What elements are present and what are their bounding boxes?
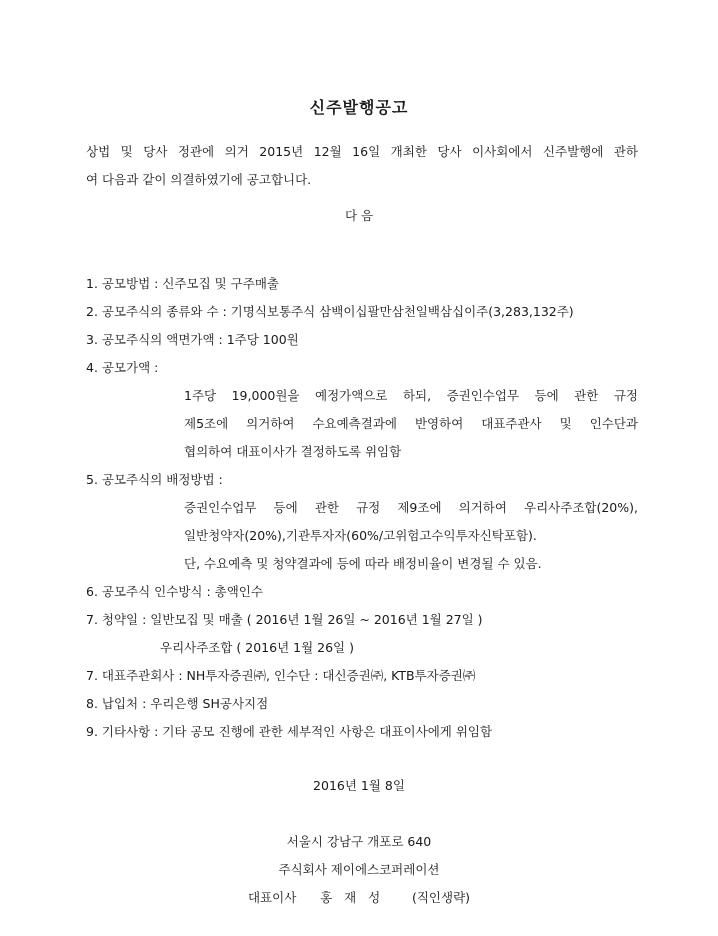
item-4-detail-3: 협의하여 대표이사가 결정하도록 위임함 xyxy=(184,444,402,459)
item-2: 2. 공모주식의 종류와 수 : 기명식보통주식 삼백이십팔만삼천일백삼십이주(3,283,132주) xyxy=(86,304,574,319)
item-7-underwriter: 7. 대표주관회사 : NH투자증권㈜, 인수단 : 대신증권㈜, KTB투자증권㈜ xyxy=(86,668,476,683)
item-5-detail-2: 일반청약자(20%),기관투자자(60%/고위험고수익투자신탁포함). xyxy=(184,528,537,543)
company-name: 주식회사 제이에스코퍼레이션 xyxy=(278,862,440,877)
item-5-detail-1: 증권인수업무 등에 관한 규정 제9조에 의거하여 우리사주조합(20%), xyxy=(184,500,638,515)
item-5-detail-3: 단, 수요예측 및 청약결과에 등에 따라 배정비율이 변경될 수 있음. xyxy=(184,556,542,571)
section-heading-next: 다 음 xyxy=(344,208,374,223)
item-4-detail-2: 제5조에 의거하여 수요예측결과에 반영하여 대표주관사 및 인수단과 xyxy=(184,416,638,431)
item-8: 8. 납입처 : 우리은행 SH공사지점 xyxy=(86,696,269,711)
item-1: 1. 공모방법 : 신주모집 및 구주매출 xyxy=(86,276,279,291)
item-7-subscription: 7. 청약일 : 일반모집 및 매출 ( 2016년 1월 26일 ~ 2016년 1월 27일 ) xyxy=(86,612,483,627)
intro-line-2: 여 다음과 같이 의결하였기에 공고합니다. xyxy=(86,172,312,187)
intro-line-1: 상법 및 당사 정관에 의거 2015년 12월 16일 개최한 당사 이사회에서 신주발행에 관하 xyxy=(86,144,638,159)
company-address: 서울시 강남구 개포로 640 xyxy=(286,834,432,849)
item-4: 4. 공모가액 : xyxy=(86,360,159,375)
document-title: 신주발행공고 xyxy=(309,98,409,117)
item-3: 3. 공모주식의 액면가액 : 1주당 100원 xyxy=(86,332,299,347)
item-9: 9. 기타사항 : 기타 공모 진행에 관한 세부적인 사항은 대표이사에게 위임함 xyxy=(86,724,493,739)
item-6: 6. 공모주식 인수방식 : 총액인수 xyxy=(86,584,263,599)
item-7-subscription-detail: 우리사주조합 ( 2016년 1월 26일 ) xyxy=(160,640,354,655)
notice-date: 2016년 1월 8일 xyxy=(313,778,405,793)
ceo-signature-line: 대표이사 홍 재 성 (직인생략) xyxy=(247,890,471,905)
item-4-detail-1: 1주당 19,000원을 예정가액으로 하되, 증권인수업무 등에 관한 규정 xyxy=(184,388,638,403)
item-5: 5. 공모주식의 배정방법 : xyxy=(86,472,223,487)
